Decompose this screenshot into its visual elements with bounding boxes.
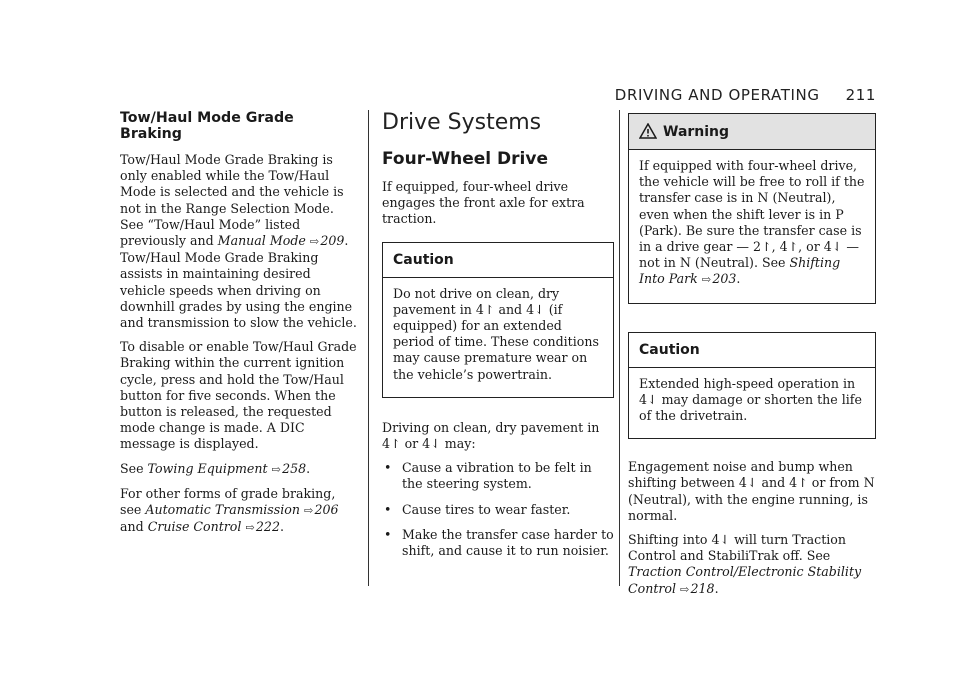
caution-box	[628, 332, 876, 440]
page-ref-arrow-icon: ⇨	[245, 521, 255, 535]
xref-page[interactable]: 203	[712, 271, 737, 287]
page-ref-arrow-icon: ⇨	[309, 235, 320, 249]
xref-manual-mode[interactable]: Manual Mode	[217, 233, 306, 249]
xref-towing-equipment[interactable]: Towing Equipment	[147, 460, 268, 476]
paragraph: See Towing Equipment ⇨ 258.	[120, 460, 311, 476]
xref-page[interactable]: 209	[320, 233, 345, 249]
4wd-high-arrow-icon: ↾	[797, 475, 808, 491]
caution-title: Caution	[393, 251, 454, 268]
xref-automatic-transmission[interactable]: Automatic Transmission	[145, 502, 300, 518]
xref-page[interactable]: 206	[314, 502, 339, 518]
paragraph: If equipped, four-wheel drive engages the front axle for extra traction.	[382, 179, 585, 227]
section-title-drive-systems: Drive Systems	[382, 110, 542, 135]
page-ref-arrow-icon: ⇨	[303, 504, 314, 518]
warning-triangle-icon	[639, 123, 657, 139]
xref-shifting-into-park[interactable]: Shifting Into Park	[639, 255, 841, 287]
xref-page[interactable]: 218	[690, 580, 715, 596]
paragraph: Engagement noise and bump when shifting between 4⇃ and 4↾ or from N (Neutral), with the engine running, is normal.	[628, 459, 875, 523]
section-heading-grade-braking: Tow/Haul Mode Grade Braking	[120, 110, 294, 142]
section-title: DRIVING AND OPERATING	[614, 86, 820, 104]
paragraph: To disable or enable Tow/Haul Grade Braking within the current ignition cycle, press and hold the Tow/Haul button for five seconds. When the button is released, the requested mode change is made. A DIC message is displayed.	[120, 339, 357, 452]
column-divider-right	[619, 110, 620, 586]
paragraph: Do not drive on clean, dry pavement in 4↾ and 4⇃ (if equipped) for an extended period of time. These conditions may cause premature wear on the vehicle’s powertrain.	[393, 285, 599, 382]
list-item: • Cause a vibration to be felt in the steering system.	[384, 460, 592, 492]
4wd-high-arrow-icon: ↾	[483, 301, 495, 317]
warning-title: Warning	[663, 124, 730, 140]
paragraph: Extended high-speed operation in 4⇃ may damage or shorten the life of the drivetrain.	[639, 375, 862, 424]
column-2	[382, 110, 614, 568]
4wd-low-arrow-icon: ⇃	[647, 391, 658, 407]
xref-traction-control[interactable]: Traction Control/Electronic Stability Control	[628, 564, 862, 596]
xref-page[interactable]: 222	[255, 519, 280, 535]
4wd-high-arrow-icon: ↾	[390, 436, 401, 452]
subsection-title-four-wheel-drive: Four-Wheel Drive	[382, 149, 548, 169]
warning-body	[629, 150, 875, 303]
paragraph: If equipped with four-wheel drive, the vehicle will be free to roll if the transfer case is in N (Neutral), even when the shift lever is in P (Park). Be sure the transfer case is in a drive gear — 2↾, 4↾, or 4⇃ — not in N (Neutral). See Shifting Into Park ⇨ 203.	[639, 158, 865, 287]
xref-page[interactable]: 258	[282, 460, 307, 476]
page-number: 211	[845, 86, 876, 104]
column-3	[628, 113, 876, 606]
paragraph: Driving on clean, dry pavement in 4↾ or 4⇃ may:	[382, 419, 600, 452]
column-divider-left	[368, 110, 369, 586]
list-item: • Make the transfer case harder to shift, and cause it to run noisier.	[384, 526, 614, 559]
running-head	[615, 86, 876, 104]
page-ref-arrow-icon: ⇨	[701, 273, 712, 287]
4wd-low-arrow-icon: ⇃	[831, 239, 843, 255]
xref-cruise-control[interactable]: Cruise Control	[147, 519, 242, 535]
4wd-low-arrow-icon: ⇃	[534, 301, 545, 317]
4wd-high-arrow-icon: ↾	[787, 239, 799, 255]
4wd-low-arrow-icon: ⇃	[746, 475, 758, 491]
caution-title: Caution	[639, 341, 700, 358]
warning-header	[629, 114, 875, 150]
list-item: • Cause tires to wear faster.	[384, 501, 571, 517]
4wd-low-arrow-icon: ⇃	[719, 532, 731, 548]
page-ref-arrow-icon: ⇨	[271, 462, 281, 476]
page-ref-arrow-icon: ⇨	[680, 582, 690, 596]
caution-body	[629, 367, 875, 439]
4wd-low-arrow-icon: ⇃	[430, 436, 441, 452]
warning-box	[628, 113, 876, 304]
column-1	[120, 110, 358, 544]
4wd-high-arrow-icon: ↾	[761, 239, 772, 255]
caution-body	[383, 277, 613, 397]
bullet-list	[382, 460, 614, 559]
caution-box	[382, 242, 614, 398]
paragraph: Tow/Haul Mode Grade Braking is only enabled while the Tow/Haul Mode is selected and the vehicle is not in the Range Selection Mode. See “Tow/Haul Mode” listed previously and Manual Mode ⇨ 209. Tow/Haul Mode Grade Braking assists in maintaining desired vehicle speeds when driving on downhill grades by using the engine and transmission to slow the vehicle.	[120, 152, 357, 331]
paragraph: Shifting into 4⇃ will turn Traction Control and StabiliTrak off. See Traction Control/Electronic Stability Control ⇨ 218.	[628, 532, 862, 596]
paragraph: For other forms of grade braking, see Automatic Transmission ⇨ 206 and Cruise Control ⇨ 222.	[120, 485, 339, 535]
